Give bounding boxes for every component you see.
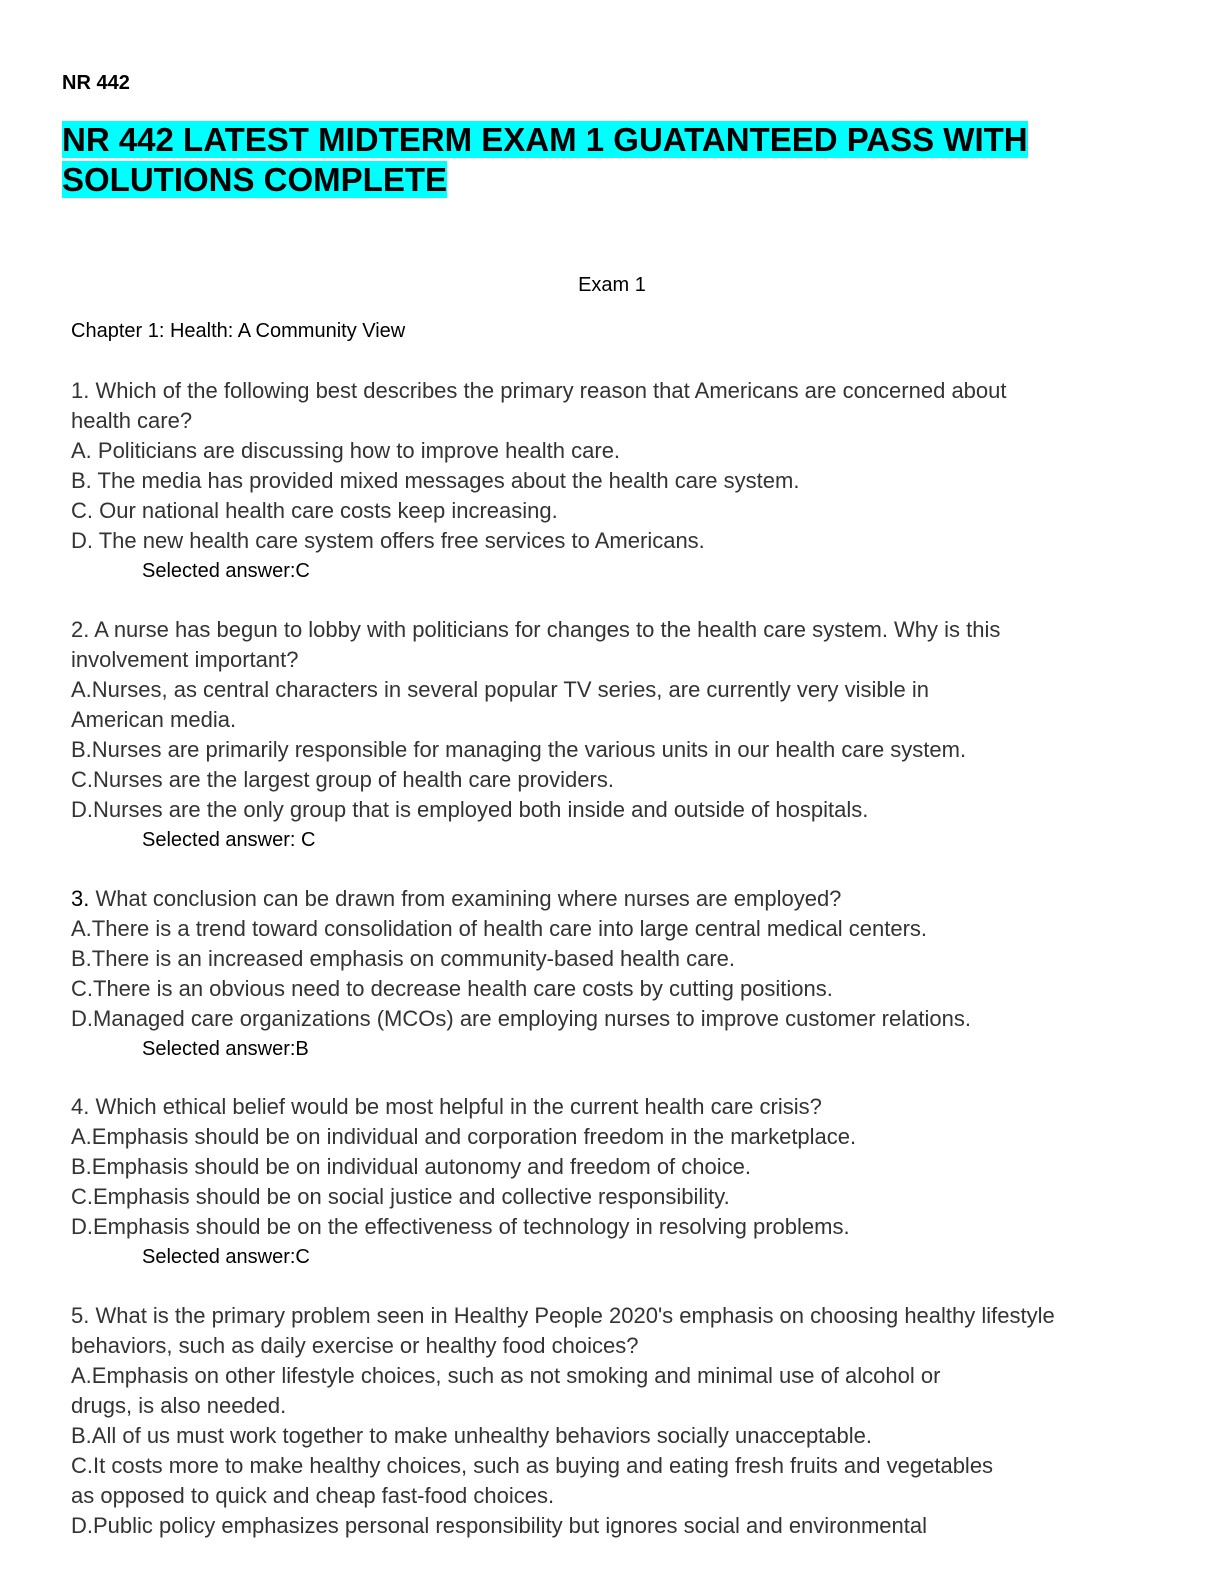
option-b [71,1421,1151,1451]
question-stem: 1. Which of the following best describes the primary reason that Americans are concerned about [71,378,1007,403]
option-text: Emphasis should be on individual autonomy and freedom of choice. [91,1154,751,1179]
option-a-cont: drugs, is also needed. [71,1393,287,1418]
option-a [71,675,1151,705]
option-text: All of us must work together to make unhealthy behaviors socially unacceptable. [91,1423,872,1448]
option-b [71,735,1151,765]
question-text: What conclusion can be drawn from examining where nurses are employed? [89,886,842,911]
option-letter: C. [71,976,93,1001]
option-text: Emphasis should be on social justice and collective responsibility. [93,1184,730,1209]
question-stem-cont: involvement important? [71,647,299,672]
option-letter: B. [71,1154,92,1179]
question-3 [71,884,1151,1064]
option-c [71,974,1151,1004]
selected-answer: Selected answer:C [142,1246,310,1268]
option-a [71,1361,1151,1391]
option-text: Nurses are the only group that is employed both inside and outside of hospitals. [93,797,869,822]
selected-answer: Selected answer:C [142,560,310,582]
option-text: Nurses, as central characters in several popular TV series, are currently very visible in [91,677,929,702]
option-letter: D. [71,797,93,822]
option-letter: B. [71,737,92,762]
option-letter: A. [71,1363,92,1388]
option-d [71,1511,1151,1541]
option-letter: D. [71,1006,93,1031]
option-text: There is an increased emphasis on community-based health care. [91,946,736,971]
option-text: It costs more to make healthy choices, such as buying and eating fresh fruits and vegetables [93,1453,994,1478]
question-stem-cont: health care? [71,408,193,433]
question-number: 3. [71,886,90,911]
option-letter: A. [71,677,92,702]
option-d: D. The new health care system offers free services to Americans. [71,528,705,553]
question-stem-cont: behaviors, such as daily exercise or healthy food choices? [71,1333,639,1358]
question-2 [71,615,1151,855]
title-line-1: NR 442 LATEST MIDTERM EXAM 1 GUATANTEED PASS WITH [62,121,1028,158]
option-c [71,1451,1151,1481]
option-b: B. The media has provided mixed messages about the health care system. [71,468,800,493]
option-c [71,1182,1151,1212]
question-stem [71,884,1151,914]
option-text: Nurses are the largest group of health care providers. [93,767,614,792]
option-letter: A. [71,1124,92,1149]
option-text: Nurses are primarily responsible for managing the various units in our health care system. [91,737,967,762]
option-text: Public policy emphasizes personal responsibility but ignores social and environmental [93,1513,928,1538]
exam-label: Exam 1 [578,274,646,296]
course-code: NR 442 [62,72,130,94]
document-title [62,120,1122,200]
option-letter: A. [71,916,92,941]
option-a-cont: American media. [71,707,237,732]
option-text: There is an obvious need to decrease health care costs by cutting positions. [93,976,833,1001]
chapter-heading: Chapter 1: Health: A Community View [71,320,406,342]
question-4 [71,1092,1151,1272]
option-a [71,914,1151,944]
option-letter: B. [71,1423,92,1448]
option-letter: D. [71,1214,93,1239]
option-text: Emphasis should be on individual and corporation freedom in the marketplace. [91,1124,857,1149]
option-c [71,765,1151,795]
selected-answer: Selected answer:B [142,1038,309,1060]
option-b [71,944,1151,974]
option-d [71,1004,1151,1034]
option-letter: C. [71,1184,93,1209]
option-text: Emphasis on other lifestyle choices, such as not smoking and minimal use of alcohol or [91,1363,941,1388]
option-text: Managed care organizations (MCOs) are employing nurses to improve customer relations. [93,1006,971,1031]
selected-answer: Selected answer: C [142,829,316,851]
option-a [71,1122,1151,1152]
question-stem: 2. A nurse has begun to lobby with politicians for changes to the health care system. Why is this [71,617,1001,642]
option-letter: C. [71,1453,93,1478]
option-letter: C. [71,767,93,792]
option-b [71,1152,1151,1182]
option-c-cont: as opposed to quick and cheap fast-food choices. [71,1483,555,1508]
question-stem: 5. What is the primary problem seen in Healthy People 2020's emphasis on choosing healthy lifestyle [71,1303,1055,1328]
option-c: C. Our national health care costs keep increasing. [71,498,558,523]
question-1 [71,376,1151,586]
title-line-2: SOLUTIONS COMPLETE [62,161,448,198]
question-stem: 4. Which ethical belief would be most helpful in the current health care crisis? [71,1094,822,1119]
question-5 [71,1301,1151,1541]
option-letter: B. [71,946,92,971]
option-text: There is a trend toward consolidation of health care into large central medical centers. [91,916,928,941]
option-d [71,1212,1151,1242]
option-d [71,795,1151,825]
option-letter: D. [71,1513,93,1538]
option-a: A. Politicians are discussing how to improve health care. [71,438,621,463]
option-text: Emphasis should be on the effectiveness of technology in resolving problems. [93,1214,850,1239]
